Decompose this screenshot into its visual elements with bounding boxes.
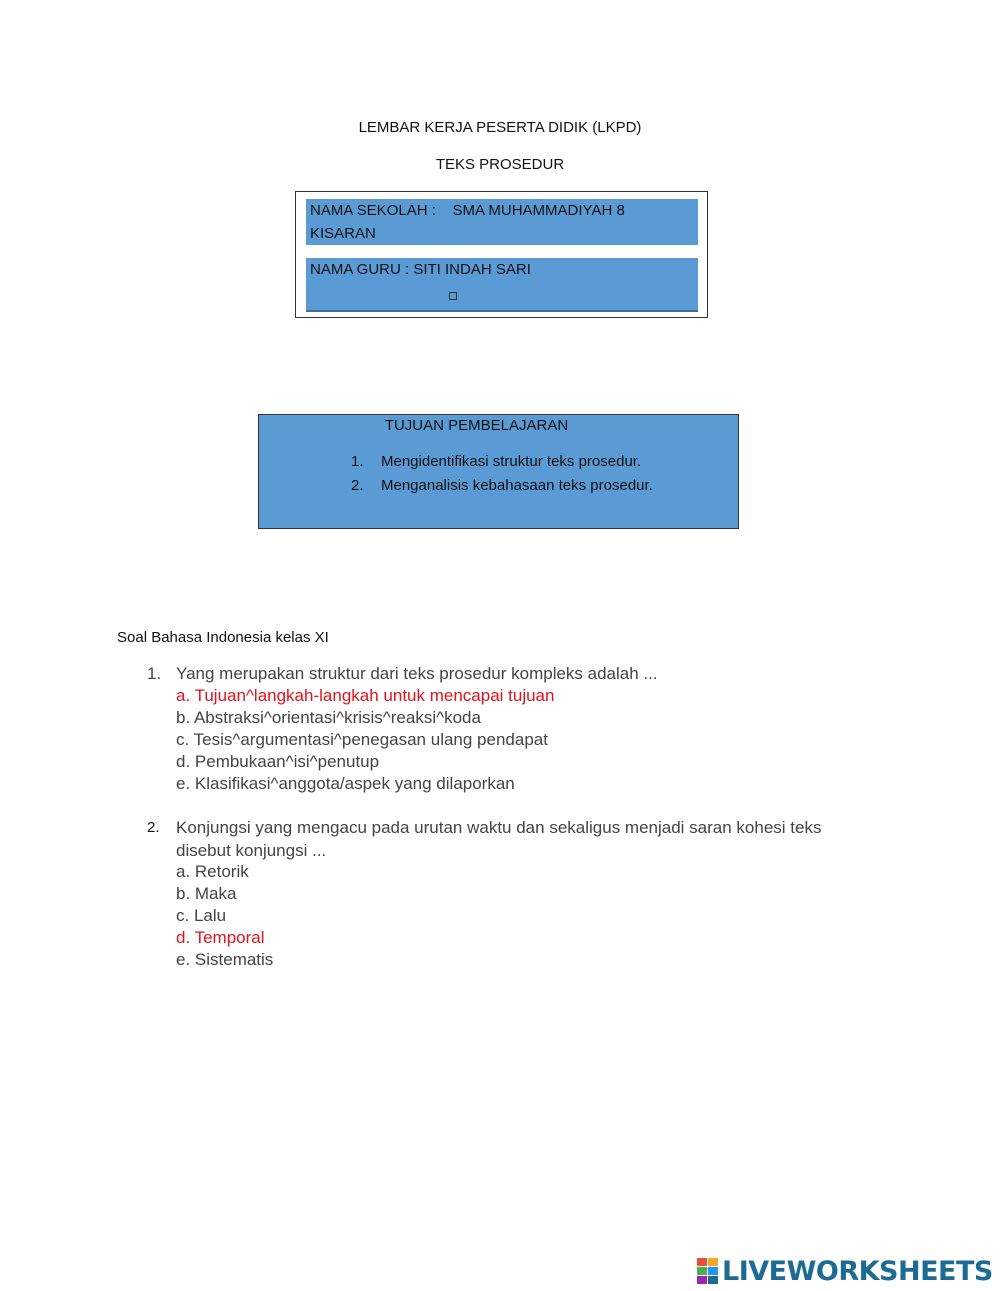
answer-option: b. Maka bbox=[176, 884, 237, 903]
answer-option-correct: d. Temporal bbox=[176, 928, 265, 947]
liveworksheets-mark-icon bbox=[697, 1258, 719, 1284]
answer-option: e. Klasifikasi^anggota/aspek yang dilaporkan bbox=[176, 774, 515, 793]
teacher-name-band bbox=[306, 258, 698, 312]
learning-goals-title: TUJUAN PEMBELAJARAN bbox=[384, 417, 569, 434]
answer-option: e. Sistematis bbox=[176, 950, 274, 969]
question-text: disebut konjungsi ... bbox=[176, 841, 327, 860]
question-text: Yang merupakan struktur dari teks prosedur kompleks adalah ... bbox=[176, 664, 658, 683]
learning-goals-box bbox=[258, 414, 739, 529]
answer-option-correct: a. Tujuan^langkah-langkah untuk mencapai tujuan bbox=[176, 686, 555, 705]
answer-option: c. Lalu bbox=[176, 906, 227, 925]
page-title: LEMBAR KERJA PESERTA DIDIK (LKPD) bbox=[358, 119, 642, 136]
question-number: 2. bbox=[147, 819, 160, 836]
answer-option: b. Abstraksi^orientasi^krisis^reaksi^koda bbox=[176, 708, 481, 727]
answer-option: a. Retorik bbox=[176, 862, 249, 881]
liveworksheets-logo[interactable] bbox=[697, 1255, 993, 1287]
goal-number: 1. bbox=[351, 453, 364, 470]
goal-text: Menganalisis kebahasaan teks prosedur. bbox=[381, 477, 653, 494]
answer-option: d. Pembukaan^isi^penutup bbox=[176, 752, 380, 771]
liveworksheets-brand: LIVEWORKSHEETS bbox=[722, 1255, 993, 1287]
school-info-box bbox=[295, 191, 708, 318]
school-name-band bbox=[306, 199, 698, 245]
question-number: 1. bbox=[147, 664, 162, 683]
goal-number: 2. bbox=[351, 477, 364, 494]
school-name-line1: NAMA SEKOLAH : SMA MUHAMMADIYAH 8 bbox=[310, 202, 625, 219]
goal-text: Mengidentifikasi struktur teks prosedur. bbox=[381, 453, 642, 470]
checkbox-square-icon bbox=[449, 292, 457, 300]
goal-item bbox=[351, 477, 653, 494]
teacher-name: NAMA GURU : SITI INDAH SARI bbox=[310, 261, 531, 278]
goal-item bbox=[351, 453, 641, 470]
page-subtitle: TEKS PROSEDUR bbox=[435, 156, 565, 173]
question-text: Konjungsi yang mengacu pada urutan waktu dan sekaligus menjadi saran kohesi teks bbox=[176, 818, 822, 837]
answer-option: c. Tesis^argumentasi^penegasan ulang pendapat bbox=[176, 730, 548, 749]
section-label: Soal Bahasa Indonesia kelas XI bbox=[117, 629, 329, 646]
school-name-line2: KISARAN bbox=[310, 225, 376, 242]
